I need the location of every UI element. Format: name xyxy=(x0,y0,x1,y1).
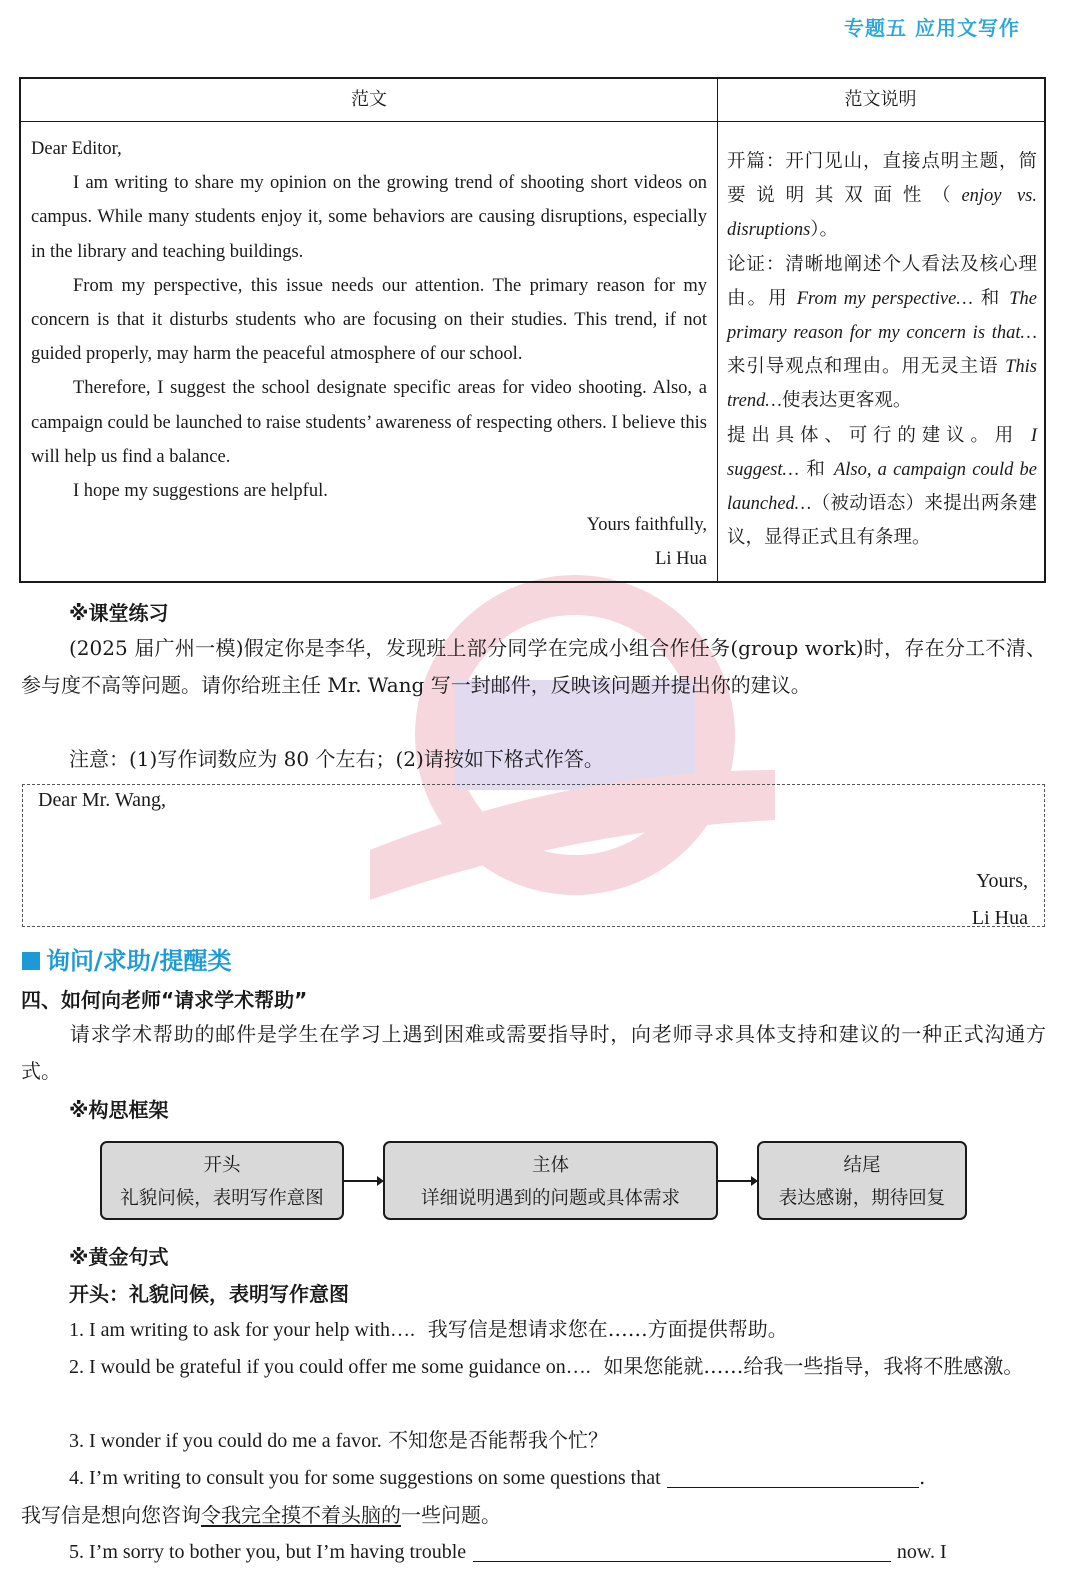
flow-step-ending xyxy=(757,1141,967,1220)
fill-blank[interactable] xyxy=(473,1539,891,1562)
section-intro: 请求学术帮助的邮件是学生在学习上遇到困难或需要指导时，向老师寻求具体支持和建议的一种正式沟通方式。 xyxy=(21,1022,1046,1083)
answer-greeting: Dear Mr. Wang, xyxy=(38,789,166,811)
flow-step-body xyxy=(383,1141,718,1220)
sentence-3: 3. I wonder if you could do me a favor. 不知您是否能帮我个忙？ xyxy=(69,1428,609,1452)
sentence-5: 5. I’m sorry to bother you, but I’m having trouble now. I xyxy=(69,1541,947,1563)
model-essay-table xyxy=(19,77,1046,583)
sentence-4: 4. I’m writing to consult you for some suggestions on some questions that . 我写信是想向您咨询令我完全摸不着头脑的一些问题。 xyxy=(21,1465,926,1527)
flow-arrow-icon xyxy=(718,1180,756,1182)
sentence-2: 2. I would be grateful if you could offer me some guidance on…. 如果您能就……给我一些指导，我将不胜感激。 xyxy=(69,1354,1024,1378)
answer-closing-word: Yours, xyxy=(976,870,1028,892)
flow-step-title: 结尾 xyxy=(843,1155,881,1176)
explanation-opening: 开篇：开门见山，直接点明主题，简要说明其双面性（enjoy vs. disruptions）。 xyxy=(727,151,1037,241)
flow-step-title: 主体 xyxy=(531,1155,569,1176)
practice-prompt: (2025 届广州一模)假定你是李华，发现班上部分同学在完成小组合作任务(group work)时，存在分工不清、参与度不高等问题。请你给班主任 Mr. Wang 写一封邮件，反映该问题并提出你的建议。 xyxy=(21,636,1046,697)
letter-paragraph-1: I am writing to share my opinion on the growing trend of shooting short videos on campus. While many students enjoy it, some behaviors are causing disruptions, especially in the library and teaching buildings. xyxy=(31,173,707,262)
flow-step-desc: 表达感谢，期待回复 xyxy=(778,1188,946,1209)
letter-closing: Yours faithfully, xyxy=(586,515,707,536)
essay-explanation xyxy=(727,145,1037,555)
category-heading: 询问/求助/提醒类 xyxy=(22,941,232,976)
fill-blank[interactable] xyxy=(667,1465,919,1488)
opening-subheading: 开头：礼貌问候，表明写作意图 xyxy=(69,1282,349,1306)
practice-note: 注意：(1)写作词数应为 80 个左右；(2)请按如下格式作答。 xyxy=(69,747,604,771)
flow-arrow-icon xyxy=(344,1180,382,1182)
sentence-1: 1. I am writing to ask for your help with…. 我写信是想请求您在……方面提供帮助。 xyxy=(69,1317,788,1341)
explanation-argument: 论证：清晰地阐述个人看法及核心理由。用 From my perspective… 和 The primary reason for my concern is that…来引导观点和理由。用无灵主语 This trend…使表达更客观。 xyxy=(727,253,1037,412)
answer-box[interactable] xyxy=(22,784,1045,927)
section-heading: 四、如何向老师“请求学术帮助” xyxy=(21,988,308,1012)
golden-sentences-label: ※黄金句式 xyxy=(69,1245,169,1269)
letter-greeting: Dear Editor, xyxy=(31,139,122,159)
square-bullet-icon xyxy=(22,952,40,970)
letter-paragraph-2: From my perspective, this issue needs our attention. The primary reason for my concern is that it disturbs students who are focusing on their studies. This trend, if not guided properly, may harm the peaceful atmosphere of our school. xyxy=(31,275,707,365)
flow-step-opening xyxy=(100,1141,344,1220)
letter-signature: Li Hua xyxy=(655,549,707,570)
answer-closing xyxy=(972,863,1028,937)
letter-paragraph-3: Therefore, I suggest the school designate specific areas for video shooting. Also, a campaign could be launched to raise students’ awareness of respecting others. I believe this will help us find a balance. xyxy=(31,378,707,467)
model-letter xyxy=(31,132,707,577)
flow-step-title: 开头 xyxy=(203,1155,241,1176)
page-header-title: 专题五 应用文写作 xyxy=(844,16,1020,40)
letter-paragraph-4: I hope my suggestions are helpful. xyxy=(73,481,328,502)
explanation-suggestion: 提出具体、可行的建议。用 I suggest… 和 Also, a campaign could be launched…（被动语态）来提出两条建议，显得正式且有条理。 xyxy=(727,424,1038,549)
answer-signature: Li Hua xyxy=(971,907,1028,929)
column-header-explanation: 范文说明 xyxy=(717,79,1044,122)
flow-step-desc: 详细说明遇到的问题或具体需求 xyxy=(420,1188,680,1209)
column-divider xyxy=(717,121,718,581)
column-header-essay: 范文 xyxy=(21,79,718,122)
framework-label: ※构思框架 xyxy=(69,1098,169,1122)
flow-step-desc: 礼貌问候，表明写作意图 xyxy=(120,1188,324,1209)
practice-label: ※课堂练习 xyxy=(69,601,169,625)
